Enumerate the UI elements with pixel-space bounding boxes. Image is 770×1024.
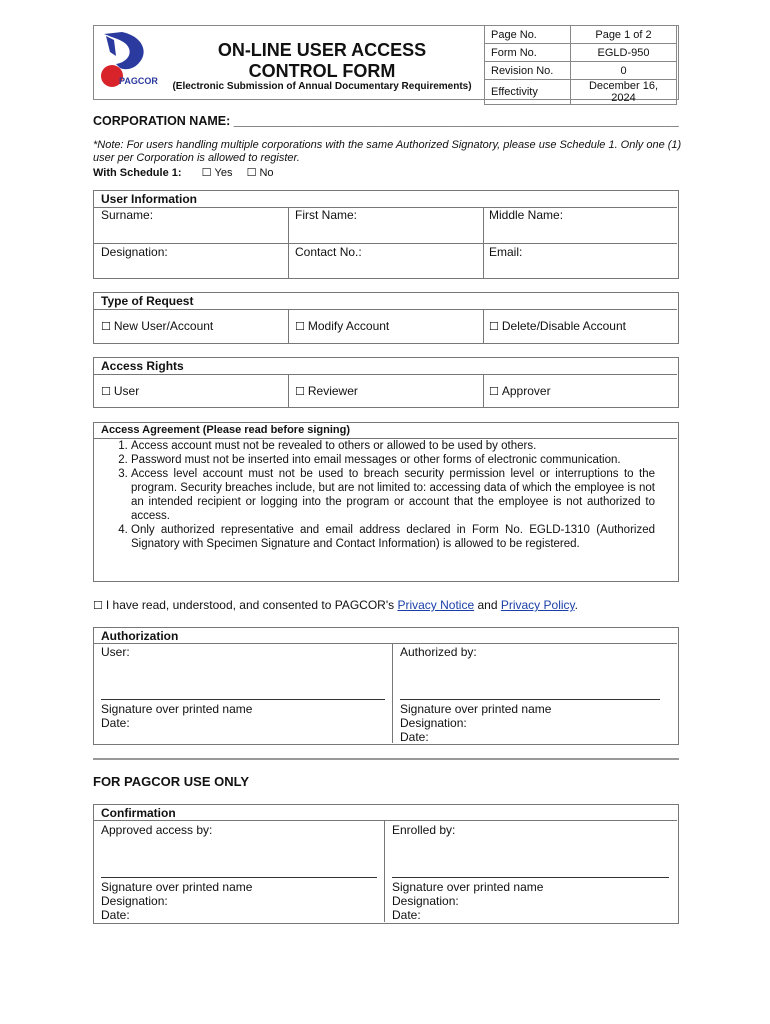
form-title-line2: CONTROL FORM <box>248 61 396 81</box>
enroller-date-label[interactable]: Date: <box>392 908 421 922</box>
meta-row <box>485 62 677 80</box>
approver-date-label[interactable]: Date: <box>101 908 130 922</box>
privacy-policy-link[interactable]: Privacy Policy <box>500 598 575 612</box>
confirmation-section <box>93 804 679 924</box>
first-name-field[interactable]: First Name: <box>295 208 358 222</box>
user-signature-label: Signature over printed name <box>101 702 253 716</box>
approver-rights-checkbox[interactable]: ☐ Approver <box>489 384 551 398</box>
authorizer-signature-label: Signature over printed name <box>400 702 552 716</box>
meta-value: 0 <box>571 62 677 80</box>
middle-name-field[interactable]: Middle Name: <box>489 208 564 222</box>
approved-by-label: Approved access by: <box>101 823 213 837</box>
meta-value: December 16, 2024 <box>571 80 677 105</box>
form-subtitle: (Electronic Submission of Annual Documentary Requirements) <box>172 81 472 92</box>
approver-signature-line[interactable] <box>101 877 377 878</box>
confirmation-title: Confirmation <box>101 806 176 820</box>
meta-label: Page No. <box>485 26 571 44</box>
reviewer-rights-checkbox[interactable]: ☐ Reviewer <box>295 384 358 398</box>
schedule-yes-checkbox[interactable]: ☐ Yes <box>202 167 233 179</box>
user-rights-checkbox[interactable]: ☐ User <box>101 384 139 398</box>
form-title-line1: ON-LINE USER ACCESS <box>217 40 427 60</box>
corporation-name-field[interactable]: CORPORATION NAME: ________________________________________________________________ <box>93 114 679 128</box>
enroller-signature-label: Signature over printed name <box>392 880 544 894</box>
designation-field[interactable]: Designation: <box>101 245 168 259</box>
delete-account-checkbox[interactable]: ☐ Delete/Disable Account <box>489 319 626 333</box>
schedule-no-checkbox[interactable]: ☐ No <box>247 167 274 179</box>
agreement-item: 4. Only authorized representative and email address declared in Form No. EGLD-1310 (Authorized Signatory with Specimen Signature and Contact Information) is allowed to be registered. <box>131 523 675 551</box>
user-date-label[interactable]: Date: <box>101 716 130 730</box>
type-of-request-title: Type of Request <box>101 294 194 308</box>
meta-row <box>485 44 677 62</box>
consent-checkbox[interactable]: ☐ I have read, understood, and consented to PAGCOR's <box>93 598 397 612</box>
svg-text:PAGCOR: PAGCOR <box>119 76 158 86</box>
access-agreement-list <box>95 439 675 551</box>
meta-row <box>485 26 677 44</box>
schedule-row <box>93 166 274 179</box>
authorization-user-label: User: <box>101 645 130 659</box>
contact-number-field[interactable]: Contact No.: <box>295 245 362 259</box>
schedule-note: *Note: For users handling multiple corporations with the same Authorized Signatory, please use Schedule 1. Only one (1) user per Corporation is allowed to register. <box>93 139 682 164</box>
agreement-item: 3. Access level account must not be used to breach security permission level or interruptions to the program. Security breaches include, but are not limited to: accessing data of which the employee is not an intended recipient or logging into the program or account that the employee is not authorized to access. <box>131 467 675 523</box>
authorized-by-label: Authorized by: <box>400 645 477 659</box>
enroller-signature-line[interactable] <box>392 877 669 878</box>
section-divider <box>93 758 679 760</box>
access-agreement-title: Access Agreement (Please read before signing) <box>101 424 351 436</box>
authorizer-designation-label[interactable]: Designation: <box>400 716 467 730</box>
meta-value: EGLD-950 <box>571 44 677 62</box>
authorization-section <box>93 627 679 745</box>
consent-and: and <box>474 598 501 612</box>
user-signature-line[interactable] <box>101 699 385 700</box>
modify-account-checkbox[interactable]: ☐ Modify Account <box>295 319 389 333</box>
surname-field[interactable]: Surname: <box>101 208 154 222</box>
authorizer-date-label[interactable]: Date: <box>400 730 429 744</box>
privacy-consent-row <box>93 598 578 612</box>
approver-signature-label: Signature over printed name <box>101 880 253 894</box>
pagcor-use-heading: FOR PAGCOR USE ONLY <box>93 774 250 789</box>
enroller-designation-label[interactable]: Designation: <box>392 894 459 908</box>
agreement-item: 1. Access account must not be revealed to others or allowed to be used by others. <box>131 439 675 453</box>
agreement-item: 2. Password must not be inserted into email messages or other forms of electronic communication. <box>131 453 675 467</box>
schedule-label: With Schedule 1: <box>93 167 182 179</box>
meta-label: Form No. <box>485 44 571 62</box>
meta-row <box>485 80 677 105</box>
email-field[interactable]: Email: <box>489 245 523 259</box>
user-information-title: User Information <box>101 192 198 206</box>
pagcor-logo <box>94 26 166 96</box>
access-rights-title: Access Rights <box>101 359 184 373</box>
meta-value: Page 1 of 2 <box>571 26 677 44</box>
privacy-notice-link[interactable]: Privacy Notice <box>397 598 475 612</box>
authorizer-signature-line[interactable] <box>400 699 660 700</box>
new-user-checkbox[interactable]: ☐ New User/Account <box>101 319 213 333</box>
authorization-title: Authorization <box>101 629 179 643</box>
meta-label: Effectivity <box>485 80 571 105</box>
form-meta-table <box>484 25 677 105</box>
enrolled-by-label: Enrolled by: <box>392 823 456 837</box>
approver-designation-label[interactable]: Designation: <box>101 894 168 908</box>
meta-label: Revision No. <box>485 62 571 80</box>
consent-suffix: . <box>574 598 578 612</box>
